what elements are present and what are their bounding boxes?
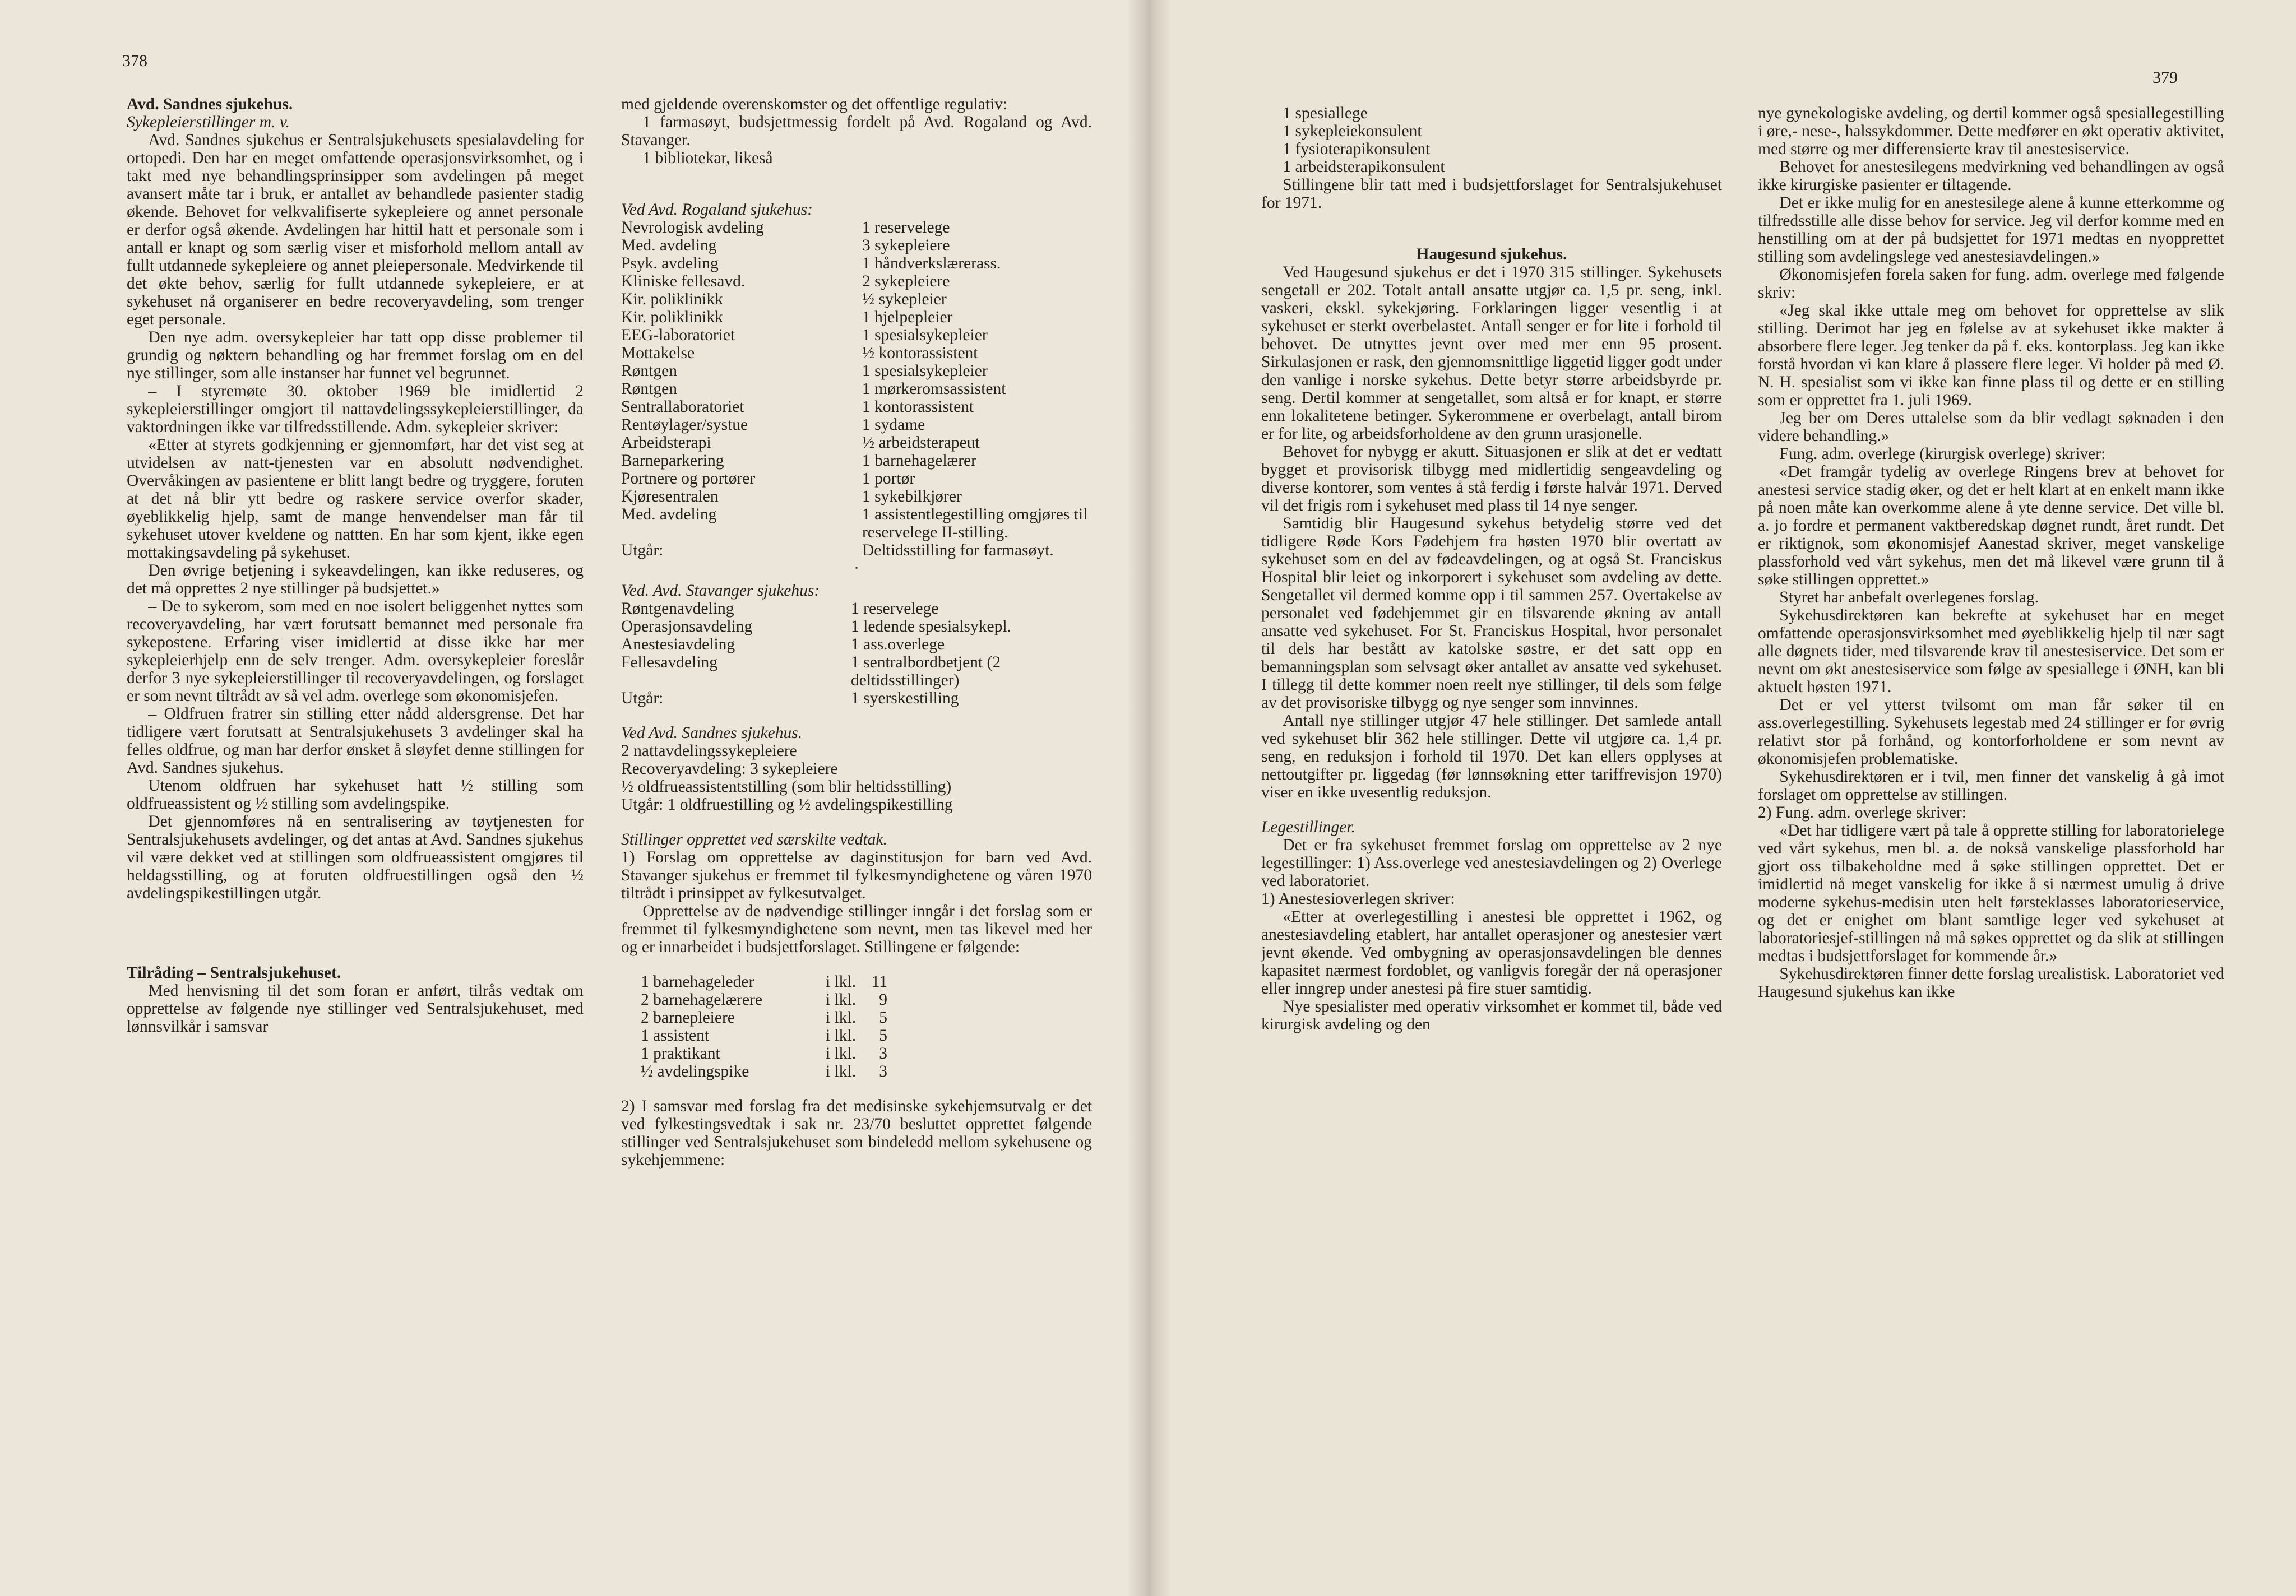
table-cell: 9 (879, 991, 887, 1009)
table-cell: ½ arbeidsterapeut (862, 434, 980, 452)
paragraph: Utenom oldfruen har sykehuset hatt ½ stilling som oldfrueassistent og ½ stilling som avdelingspike. (127, 777, 584, 813)
table-cell: 1 syerskestilling (851, 689, 959, 707)
paragraph: Det gjennomføres nå en sentralisering av tøytjenesten for Sentralsjukehusets avdelinger, og det antas at Avd. Sandnes sjukehus vil være dekket ved at stillingen som oldfrueassistent omgjøres til heldagsstilling, og at foruten oldfruestillingen også den ½ avdelingspikestillingen utgår. (127, 813, 584, 902)
paragraph: Antall nye stillinger utgjør 47 hele stillinger. Det samlede antall ved sykehuset blir 362 hele stillinger. Dette vil utgjøre ca. 1,4 pr. seng, en reduksjon i forhold til 1970. Det kan ellers opplyses at nettoutgifter pr. liggedag (før lønnsøkning etter tariffrevisjon 1970) viser en ikke uvesentlig reduksjon. (1261, 712, 1722, 801)
table-cell: i lkl. (826, 973, 857, 991)
paragraph: – Oldfruen fratrer sin stilling etter nådd aldersgrense. Det har tidligere vært forutsatt at Sentralsjukehusets 3 avdelinger skal ha felles oldfrue, og man har derfor ønsket å sløyfet denne stillingen for Avd. Sandnes sjukehus. (127, 705, 584, 777)
table-cell: Nevrologisk avdeling (621, 219, 764, 236)
table-cell: 3 sykepleiere (862, 236, 950, 254)
paragraph: Behovet for anestesilegens medvirkning ved behandlingen av også ikke kirurgiske pasienter er tiltagende. (1758, 158, 2224, 194)
section-heading: Haugesund sjukehus. (1416, 245, 1567, 263)
table-cell: 1 praktikant (641, 1045, 720, 1063)
table-title: Ved Avd. Rogaland sjukehus: (621, 201, 813, 219)
paragraph: nye gynekologiske avdeling, og dertil kommer også spesiallegestilling i øre,- nese-, halssykdommer. Dette medfører en økt operativ aktivitet, med større og mer differensierte krav til anestesiservice. (1758, 104, 2224, 158)
table-cell: Med. avdeling (621, 236, 717, 254)
table-cell: Fellesavdeling (621, 653, 718, 671)
paragraph: – De to sykerom, som med en noe isolert beliggenhet nyttes som recoveryavdeling, har vært forutsatt bemannet med personale fra sykepostene. Erfaring viser imidlertid at disse ikke har mer sykepleierhjelp enn de selv trenger. Adm. oversykepleier foreslår derfor 3 nye sykepleierstillinger til recoveryavdelingen, og forslaget er som nevnt tiltrådt av så vel adm. overlege som økonomisjefen. (127, 597, 584, 705)
table-cell: 1 hjelpepleier (862, 308, 953, 326)
table-cell: EEG-laboratoriet (621, 326, 735, 344)
table-cell: 1 spesialsykepleier (862, 362, 988, 380)
table-cell: 1 sykebilkjører (862, 488, 962, 505)
book-gutter (1127, 0, 1172, 1596)
paragraph: 2) Fung. adm. overlege skriver: (1758, 804, 1966, 822)
paragraph: Fung. adm. overlege (kirurgisk overlege) skriver: (1779, 445, 2106, 463)
paragraph: Opprettelse av de nødvendige stillinger inngår i det forslag som er fremmet til fylkesmyndighetene som nevnt, men tas likevel med her og er innarbeidet i budsjettforslaget. Stillingene er følgende: (621, 902, 1092, 956)
table-cell: 5 (879, 1009, 887, 1027)
table-cell: 1 assistent (641, 1027, 710, 1045)
table-cell: 1 barnehagelærer (862, 452, 976, 470)
table-cell: 1 spesialsykepleier (862, 326, 988, 344)
paragraph: «Det framgår tydelig av overlege Ringens brev at behovet for anestesi service stadig øker, og det er helt klart at en enkelt mann ikke på noen måte kan overkomme alene å yte denne service. Det ville bl. a. jo fordre et permanent vaktberedskap døgnet rundt, året rundt. Det er riktignok, som økonomisjef Aanestad skriver, meget vanskelige plassforhold ved vårt sykehus, men det må likevel være grunn til å søke stillingen opprettet.» (1758, 463, 2224, 588)
section-heading: Avd. Sandnes sjukehus. (127, 95, 293, 113)
paragraph: Det er ikke mulig for en anestesilege alene å kunne etterkomme og tilfredsstille alle disse behov for service. Jeg vil derfor komme med en henstilling om at der på budsjettet for 1971 medtas en nyopprettet stilling som avdelingslege ved anestesiavdelingen.» (1758, 194, 2224, 266)
table-cell: 1 portør (862, 470, 915, 488)
list-item: 1 arbeidsterapikonsulent (1283, 158, 1445, 176)
list-item: 1 fysioterapikonsulent (1283, 140, 1431, 158)
paragraph: Nye spesialister med operativ virksomhet er kommet til, både ved kirurgisk avdeling og den (1261, 998, 1722, 1033)
paragraph: Det er fra sykehuset fremmet forslag om opprettelse av 2 nye legestillinger: 1) Ass.overlege ved anestesiavdelingen og 2) Overlege ved laboratoriet. (1261, 836, 1722, 890)
right-column-1 (1261, 104, 1722, 1033)
table-cell: Psyk. avdeling (621, 254, 719, 272)
table-cell: 1 assistentlegestilling omgjøres til reservelege II-stilling. (862, 505, 1088, 541)
page-number: 378 (122, 52, 147, 70)
right-column-2 (1758, 104, 2224, 1001)
table-cell: 1 håndverkslærerass. (862, 254, 1001, 272)
paragraph: Jeg ber om Deres uttalelse som da blir vedlagt søknaden i den videre behandling.» (1758, 409, 2224, 445)
paragraph: «Jeg skal ikke uttale meg om behovet for opprettelse av slik stilling. Derimot har jeg en følelse av at sykehuset ikke makter å absorbere flere leger. Jeg tenker da på f. eks. kontorplass. Jeg kan ikke forstå hvordan vi kan klare å plassere flere leger. Vi holder på med Ø. N. H. spesialist som vi ikke kan finne plass til og dette er en stilling som er opprettet fra 1. juli 1969. (1758, 301, 2224, 409)
table-cell: Røntgen (621, 380, 677, 398)
separator-dot: · (854, 559, 859, 577)
left-column-1 (127, 95, 584, 1036)
table-cell: ½ sykepleier (862, 290, 947, 308)
table-cell: 2 sykepleiere (862, 272, 950, 290)
paragraph: Behovet for nybygg er akutt. Situasjonen er slik at det er vedtatt bygget et provisorisk tilbygg med midlertidig sengeavdeling og diverse kontorer, som ventes å stå ferdig i første halvår 1971. Derved vil det frigis rom i sykehuset med plass til 14 nye senger. (1261, 443, 1722, 514)
list-item: Recoveryavdeling: 3 sykepleiere (621, 760, 838, 778)
section-subheading: Sykepleierstillinger m. v. (127, 113, 290, 131)
paragraph: 1 farmasøyt, budsjettmessig fordelt på Avd. Rogaland og Avd. Stavanger. (621, 113, 1092, 149)
table-cell: Med. avdeling (621, 505, 717, 523)
table-cell: ½ avdelingspike (641, 1063, 749, 1080)
paragraph: Styret har anbefalt overlegenes forslag. (1779, 588, 2039, 606)
table-cell: Operasjonsavdeling (621, 618, 753, 635)
table-title: Ved. Avd. Stavanger sjukehus: (621, 582, 820, 600)
table-cell: 11 (871, 973, 887, 991)
paragraph: 2) I samsvar med forslag fra det medisinske sykehjemsutvalg er det ved fylkestingsvedtak i sak nr. 23/70 besluttet opprettet følgende stillinger ved Sentralsjukehuset som bindeledd mellom sykehusene og sykehjemmene: (621, 1097, 1092, 1169)
paragraph: Det er vel ytterst tvilsomt om man får søker til en ass.overlegestilling. Sykehusets legestab med 24 stillinger er for øvrig relativt stor på forhånd, og kontorforholdene er som nevnt av økonomisjefen problematiske. (1758, 696, 2224, 768)
table-cell: Kjøresentralen (621, 488, 719, 505)
list-item: ½ oldfrueassistentstilling (som blir heltidsstilling) (621, 778, 952, 796)
paragraph: Sykehusdirektøren er i tvil, men finner det vanskelig å gå imot forslaget om opprettelse av stillingen. (1758, 768, 2224, 804)
table-cell: 1 reservelege (851, 600, 939, 618)
table-cell: Anestesiavdeling (621, 635, 735, 653)
kindergarten-positions-table (641, 973, 1092, 1080)
paragraph: Økonomisjefen forela saken for fung. adm. overlege med følgende skriv: (1758, 266, 2224, 301)
paragraph: 1) Forslag om opprettelse av daginstitusjon for barn ved Avd. Stavanger sjukehus er fremmet til fylkesmyndighetene og våren 1970 tiltrådt i prinsippet av fylkesutvalget. (621, 848, 1092, 902)
paragraph: Avd. Sandnes sjukehus er Sentralsjukehusets spesialavdeling for ortopedi. Den har en meget omfattende operasjonsvirksomhet, og i takt med nye behandlingsprinsipper som avdelingen på meget avansert måte tar i bruk, er antallet av behandlede pasienter stadig økende. Behovet for velkvalifiserte sykepleiere og annet personale er derfor også økende. Avdelingen har hittil hatt et personale som i antall er knapt og som særlig viser et misforhold mellom antall av fullt utdannede sykepleiere og annet pleiepersonale. Medvirkende til det økte behov, særlig for fullt utdannede sykepleiere, er at sykehuset nå organiserer en bedre recoveryavdeling, som trenger eget personale. (127, 131, 584, 328)
paragraph: Sykehusdirektøren kan bekrefte at sykehuset har en meget omfattende operasjonsvirksomhet med øyeblikkelig hjelp til nær sagt alle døgnets tider, med tilsvarende krav til anestesiservice. Det som er nevnt om økt anestesiservice som følge av spesiallege i ØNH, kan bli aktuelt høsten 1971. (1758, 606, 2224, 696)
table-cell: i lkl. (826, 1027, 857, 1045)
table-cell: Kir. poliklinikk (621, 308, 723, 326)
list-item: 2 nattavdelingssykepleiere (621, 742, 797, 760)
table-cell: Kir. poliklinikk (621, 290, 723, 308)
table-cell: Deltidsstilling for farmasøyt. (862, 541, 1054, 559)
table-title: Stillinger opprettet ved særskilte vedtak. (621, 831, 887, 848)
paragraph: Den øvrige betjening i sykeavdelingen, kan ikke reduseres, og det må opprettes 2 nye stillinger på budsjettet.» (127, 562, 584, 597)
left-column-2 (621, 95, 1092, 1169)
table-cell: Mottakelse (621, 344, 695, 362)
section-heading: Tilråding – Sentralsjukehuset. (127, 964, 341, 982)
paragraph: Samtidig blir Haugesund sykehus betydelig større ved det tidligere Røde Kors Fødehjem fra høsten 1970 blir overtatt av sykehuset som en del av fødeavdelingen, og at også St. Franciskus Hospital blir leiet og inkorporert i sykehuset som avdeling av dette. Sengetallet vil dermed komme opp i til sammen 257. Overtakelse av personalet ved fødehjemmet gir en tilsvarende økning av antall ansatte ved sykehuset. For St. Franciskus Hospital, hvor personalet til dels har bestått av katolske søstre, er det satt opp en bemanningsplan som selvsagt øker antallet av ansatte ved sykehuset. I tillegg til dette kommer noen reelt nye stillinger, til dels som følge av det provisoriske tilbygg og nye senger som innvinnes. (1261, 514, 1722, 712)
paragraph: «Etter at styrets godkjenning er gjennomført, har det vist seg at utvidelsen av natt-tjenesten var en absolutt nødvendighet. Overvåkingen av pasientene er blitt langt bedre og tryggere, foruten at det nå blir ytt bedre og raskere service overfor skader, øyeblikkelig hjelp, samt de mange henvendelser man får til sykehuset utover kveldene og nattten. En har som kjent, ikke egen mottakingsavdeling på sykehuset. (127, 436, 584, 562)
sandnes-positions-list (621, 742, 1092, 814)
table-cell: 1 sentralbordbetjent (2 deltidsstillinger) (851, 653, 1001, 689)
table-cell: Portnere og portører (621, 470, 756, 488)
table-cell: Sentrallaboratoriet (621, 398, 744, 416)
paragraph: «Det har tidligere vært på tale å opprette stilling for laboratorielege ved vårt sykehus, men bl. a. de nokså vanskelige plassforhold har gjort oss tilbakeholdne med å søke stillingen opprettet. Det er imidlertid nå meget vanskelig for ikke å si nærmest umulig å drive moderne sykehus-medisin uten helt førsteklasses laboratorieservice, og det er enighet om blant samtlige leger ved sykehuset at laboratoriesjef-stillingen nå må søkes opprettet og da slik at stillingen medtas i budsjettforslaget for kommende år.» (1758, 822, 2224, 965)
table-cell: Arbeidsterapi (621, 434, 711, 452)
table-cell: ½ kontorassistent (862, 344, 978, 362)
table-cell: 1 mørkeromsassistent (862, 380, 1006, 398)
paragraph: Sykehusdirektøren finner dette forslag urealistisk. Laboratoriet ved Haugesund sjukehus kan ikke (1758, 965, 2224, 1001)
table-cell: 1 sydame (862, 416, 925, 434)
table-cell: 1 barnehageleder (641, 973, 754, 991)
table-cell: 1 ass.overlege (851, 635, 945, 653)
rogaland-positions-table (621, 219, 1092, 559)
paragraph: Den nye adm. oversykepleier har tatt opp disse problemer til grundig og nøktern behandling og har fremmet forslag om en del nye stillinger, som alle instanser har funnet vel begrunnet. (127, 328, 584, 382)
table-title: Ved Avd. Sandnes sjukehus. (621, 724, 803, 742)
list-item: 1 sykepleiekonsulent (1283, 122, 1422, 140)
table-cell: Rentøylager/systue (621, 416, 748, 434)
paragraph: Ved Haugesund sjukehus er det i 1970 315 stillinger. Sykehusets sengetall er 202. Totalt antall ansatte utgjør ca. 1,5 pr. seng, inkl. vaskeri, ekskl. sykekjøring. Forklaringen ligger vesentlig i at sykehuset er sterkt overbelastet. Antall senger er for lite i forhold til behovet. De utnyttes jevnt over med mer enn 95 prosent. Sirkulasjonen er rask, den gjennomsnittlige liggetid ligger godt under den vanlige i norske sykehus. Dette betyr større arbeidsbyrde pr. seng. Dertil kommer at sengetallet, som altså er for knapt, er større enn lokalitetene betinger. Sykerommene er overbelagt, antall birom er for lite, og arbeidsforholdene av den grunn urasjonelle. (1261, 263, 1722, 443)
paragraph: Stillingene blir tatt med i budsjettforslaget for Sentralsjukehuset for 1971. (1261, 176, 1722, 212)
table-cell: 1 reservelege (862, 219, 950, 236)
table-cell: 1 ledende spesialsykepl. (851, 618, 1011, 635)
subsection-heading: Legestillinger. (1261, 818, 1355, 836)
table-cell: 5 (879, 1027, 887, 1045)
table-cell: 1 kontorassistent (862, 398, 974, 416)
list-item: 1 spesiallege (1283, 104, 1368, 122)
paragraph: med gjeldende overenskomster og det offentlige regulativ: (621, 95, 1008, 113)
table-cell: i lkl. (826, 1063, 857, 1080)
table-cell: Røntgenavdeling (621, 600, 734, 618)
table-cell: 3 (879, 1045, 887, 1063)
table-cell: Røntgen (621, 362, 677, 380)
paragraph: 1) Anestesioverlegen skriver: (1261, 890, 1455, 908)
table-cell: 2 barnepleiere (641, 1009, 735, 1027)
table-cell: i lkl. (826, 991, 857, 1009)
table-cell: Utgår: (621, 541, 664, 559)
list-item: Utgår: 1 oldfruestilling og ½ avdelingspikestilling (621, 796, 953, 814)
paragraph: Med henvisning til det som foran er anført, tilrås vedtak om opprettelse av følgende nye stillinger ved Sentralsjukehuset, med lønnsvilkår i samsvar (127, 982, 584, 1036)
table-cell: Barneparkering (621, 452, 724, 470)
positions-list (1261, 104, 1722, 176)
table-cell: 3 (879, 1063, 887, 1080)
paragraph: – I styremøte 30. oktober 1969 ble imidlertid 2 sykepleierstillinger omgjort til nattavdelingssykepleierstillinger, da vaktordningen ikke var tilfredsstillende. Adm. sykepleier skriver: (127, 382, 584, 436)
stavanger-positions-table (621, 600, 1092, 707)
table-cell: i lkl. (826, 1045, 857, 1063)
table-cell: Utgår: (621, 689, 664, 707)
table-cell: 2 barnehagelærere (641, 991, 763, 1009)
right-page (1149, 0, 2296, 1596)
paragraph: «Etter at overlegestilling i anestesi ble opprettet i 1962, og anestesiavdeling etablert, har antallet operasjoner og anestesier vært jevnt økende. Ved ombygning av operasjonsavdelingen ble dennes kapasitet nærmest fordoblet, og vanligvis foregår der nå operasjoner eller inngrep under anestesi på fire stuer samtidig. (1261, 908, 1722, 998)
table-cell: Kliniske fellesavd. (621, 272, 746, 290)
paragraph: 1 bibliotekar, likeså (642, 149, 773, 167)
page-number: 379 (2152, 68, 2178, 87)
table-cell: i lkl. (826, 1009, 857, 1027)
